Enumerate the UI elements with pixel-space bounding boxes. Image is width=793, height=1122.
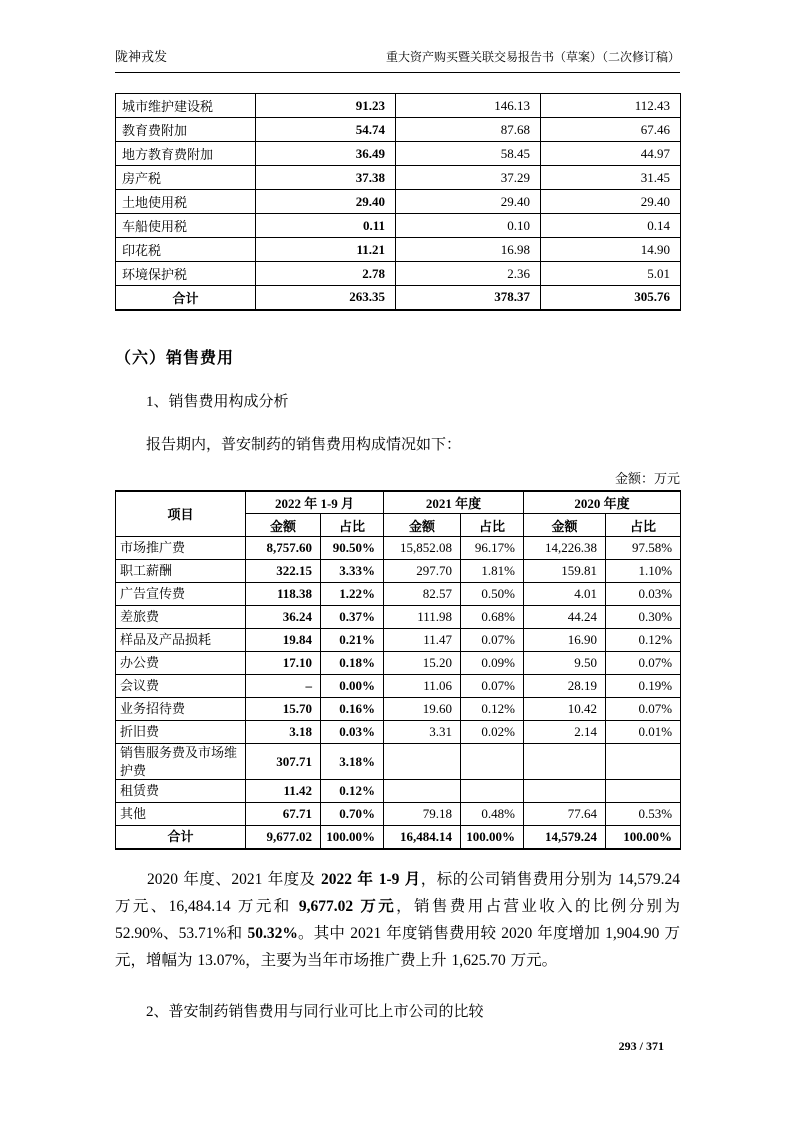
cell-value: 1.22% [321,583,384,606]
text-segment: ，标的公司销售费用分别为 14,579.24 万元、16,484.14 万元和 [115,870,680,915]
column-header-period-2022: 2022 年 1-9 月 [246,491,384,514]
cell-value: 100.00% [321,826,384,849]
header-row-periods [116,491,681,514]
row-label: 其他 [116,803,246,826]
cell-value: 29.40 [256,190,396,214]
table-row [116,142,681,166]
cell-value: 1.81% [461,560,524,583]
cell-value: 0.03% [606,583,681,606]
row-label: 业务招待费 [116,698,246,721]
column-header-amount: 金额 [384,514,461,537]
table-row [116,803,681,826]
cell-value: 0.07% [461,675,524,698]
cell-value: 90.50% [321,537,384,560]
cell-value: 0.14 [541,214,681,238]
row-label: 租赁费 [116,780,246,803]
cell-value: 15.20 [384,652,461,675]
cell-value: 0.00% [321,675,384,698]
cell-value: 307.71 [246,744,321,780]
text-segment-bold: 9,677.02 万元 [298,897,397,915]
subsection-item-1: 1、销售费用构成分析 [146,393,289,410]
cell-value: 9.50 [524,652,606,675]
cell-value [524,744,606,780]
cell-value: 16.98 [396,238,541,262]
cell-value: 15.70 [246,698,321,721]
table-row [116,166,681,190]
cell-value: 11.06 [384,675,461,698]
row-label: 合计 [116,826,246,849]
cell-value: 0.70% [321,803,384,826]
cell-value: 3.33% [321,560,384,583]
cell-value: 54.74 [256,118,396,142]
cell-value: 2.78 [256,262,396,286]
cell-value [606,744,681,780]
cell-value: 11.47 [384,629,461,652]
cell-value: 82.57 [384,583,461,606]
row-label: 土地使用税 [116,190,256,214]
cell-value: 0.16% [321,698,384,721]
cell-value: 2.14 [524,721,606,744]
cell-value: 14,226.38 [524,537,606,560]
cell-value: 100.00% [461,826,524,849]
table-row-total [116,826,681,849]
table-row [116,629,681,652]
row-label: 环境保护税 [116,262,256,286]
cell-value: 3.18 [246,721,321,744]
cell-value: 8,757.60 [246,537,321,560]
cell-value [606,780,681,803]
cell-value: 9,677.02 [246,826,321,849]
row-label: 教育费附加 [116,118,256,142]
cell-value: 322.15 [246,560,321,583]
table-row [116,675,681,698]
cell-value: 29.40 [396,190,541,214]
cell-value: 0.07% [461,629,524,652]
cell-value: 96.17% [461,537,524,560]
cell-value: 29.40 [541,190,681,214]
table-row [116,214,681,238]
cell-value: 0.19% [606,675,681,698]
column-header-ratio: 占比 [461,514,524,537]
cell-value: 87.68 [396,118,541,142]
cell-value: 0.18% [321,652,384,675]
cell-value: 91.23 [256,94,396,118]
page-header [115,46,680,73]
cell-value: 10.42 [524,698,606,721]
text-segment-bold: 50.32% [247,924,298,942]
table-row [116,118,681,142]
cell-value: 37.29 [396,166,541,190]
cell-value: 111.98 [384,606,461,629]
cell-value: 19.60 [384,698,461,721]
row-label: 房产税 [116,166,256,190]
row-label: 差旅费 [116,606,246,629]
cell-value: 297.70 [384,560,461,583]
column-header-amount: 金额 [246,514,321,537]
cell-value: 0.07% [606,652,681,675]
table-row [116,721,681,744]
cell-value: 146.13 [396,94,541,118]
row-label: 销售服务费及市场维护费 [116,744,246,780]
cell-value [524,780,606,803]
cell-value: 0.68% [461,606,524,629]
cell-value: 0.11 [256,214,396,238]
cell-value: 1.10% [606,560,681,583]
table-row-total [116,286,681,310]
cell-value: 100.00% [606,826,681,849]
row-label: 车船使用税 [116,214,256,238]
page-number: 293 / 371 [618,1038,664,1053]
cell-value: 0.48% [461,803,524,826]
cell-value: 97.58% [606,537,681,560]
cell-value: 14,579.24 [524,826,606,849]
cell-value: 0.03% [321,721,384,744]
intro-sentence: 报告期内，普安制药的销售费用构成情况如下： [146,436,462,453]
cell-value: 5.01 [541,262,681,286]
table-row [116,780,681,803]
column-header-amount: 金额 [524,514,606,537]
cell-value: 16.90 [524,629,606,652]
table-row [116,698,681,721]
cell-value: 0.01% [606,721,681,744]
text-segment: 。其中 2021 年度销售费用较 2020 年度增加 1,904.90 万元，增幅为 13.07%，主要为当年市场推广费上升 1,625.70 万元。 [115,924,680,969]
cell-value: 305.76 [541,286,681,310]
cell-value: 67.71 [246,803,321,826]
cell-value [384,780,461,803]
cell-value: 0.37% [321,606,384,629]
cell-value: 0.02% [461,721,524,744]
cell-value: 263.35 [256,286,396,310]
text-segment: 2020 年度、2021 年度及 [147,870,322,888]
cell-value: 36.24 [246,606,321,629]
row-label: 样品及产品损耗 [116,629,246,652]
cell-value: 3.18% [321,744,384,780]
cell-value: 0.10 [396,214,541,238]
table-row [116,583,681,606]
cell-value: 31.45 [541,166,681,190]
column-header-ratio: 占比 [321,514,384,537]
expense-table [115,490,681,850]
cell-value: 4.01 [524,583,606,606]
table-row [116,190,681,214]
cell-value: 19.84 [246,629,321,652]
row-label: 折旧费 [116,721,246,744]
row-label: 合计 [116,286,256,310]
table-row [116,262,681,286]
cell-value: 58.45 [396,142,541,166]
text-segment: ，销售费用占营业收入的比例分别为 52.90%、53.71%和 [115,897,680,942]
cell-value: 159.81 [524,560,606,583]
cell-value: 0.09% [461,652,524,675]
table-row [116,652,681,675]
row-label: 办公费 [116,652,246,675]
expense-table-header [116,491,681,537]
cell-value: 0.12% [321,780,384,803]
cell-value: 2.36 [396,262,541,286]
cell-value [384,744,461,780]
column-header-period-2021: 2021 年度 [384,491,524,514]
table-row [116,537,681,560]
unit-note: 金额：万元 [614,470,680,486]
cell-value: 14.90 [541,238,681,262]
cell-value: 0.50% [461,583,524,606]
row-label: 会议费 [116,675,246,698]
tax-table [115,93,681,311]
cell-value: – [246,675,321,698]
cell-value: 0.12% [606,629,681,652]
table-row [116,744,681,780]
row-label: 职工薪酬 [116,560,246,583]
table-row [116,238,681,262]
cell-value: 0.30% [606,606,681,629]
cell-value: 44.24 [524,606,606,629]
cell-value: 378.37 [396,286,541,310]
cell-value: 36.49 [256,142,396,166]
cell-value: 0.21% [321,629,384,652]
row-label: 广告宣传费 [116,583,246,606]
column-header-period-2020: 2020 年度 [524,491,681,514]
cell-value: 3.31 [384,721,461,744]
subsection-item-2: 2、普安制药销售费用与同行业可比上市公司的比较 [146,1003,484,1020]
cell-value [461,744,524,780]
row-label: 市场推广费 [116,537,246,560]
cell-value: 11.21 [256,238,396,262]
column-header-ratio: 占比 [606,514,681,537]
cell-value: 16,484.14 [384,826,461,849]
cell-value: 37.38 [256,166,396,190]
cell-value: 118.38 [246,583,321,606]
table-row [116,560,681,583]
report-title: 重大资产购买暨关联交易报告书（草案）（二次修订稿） [385,50,680,64]
text-segment-bold: 2022 年 1-9 月 [321,870,421,888]
expense-table-body [116,537,681,849]
cell-value: 112.43 [541,94,681,118]
cell-value: 0.53% [606,803,681,826]
tax-table-body [116,94,681,310]
row-label: 地方教育费附加 [116,142,256,166]
row-label: 城市维护建设税 [116,94,256,118]
cell-value [461,780,524,803]
table-row [116,94,681,118]
cell-value: 77.64 [524,803,606,826]
cell-value: 0.07% [606,698,681,721]
table-row [116,606,681,629]
section-heading: （六）销售费用 [115,349,235,367]
row-label: 印花税 [116,238,256,262]
cell-value: 44.97 [541,142,681,166]
column-header-item: 项目 [116,491,246,537]
cell-value: 79.18 [384,803,461,826]
cell-value: 67.46 [541,118,681,142]
cell-value: 17.10 [246,652,321,675]
cell-value: 11.42 [246,780,321,803]
analysis-paragraph [115,866,680,974]
cell-value: 28.19 [524,675,606,698]
company-short-name: 陇神戎发 [115,49,168,64]
cell-value: 0.12% [461,698,524,721]
cell-value: 15,852.08 [384,537,461,560]
